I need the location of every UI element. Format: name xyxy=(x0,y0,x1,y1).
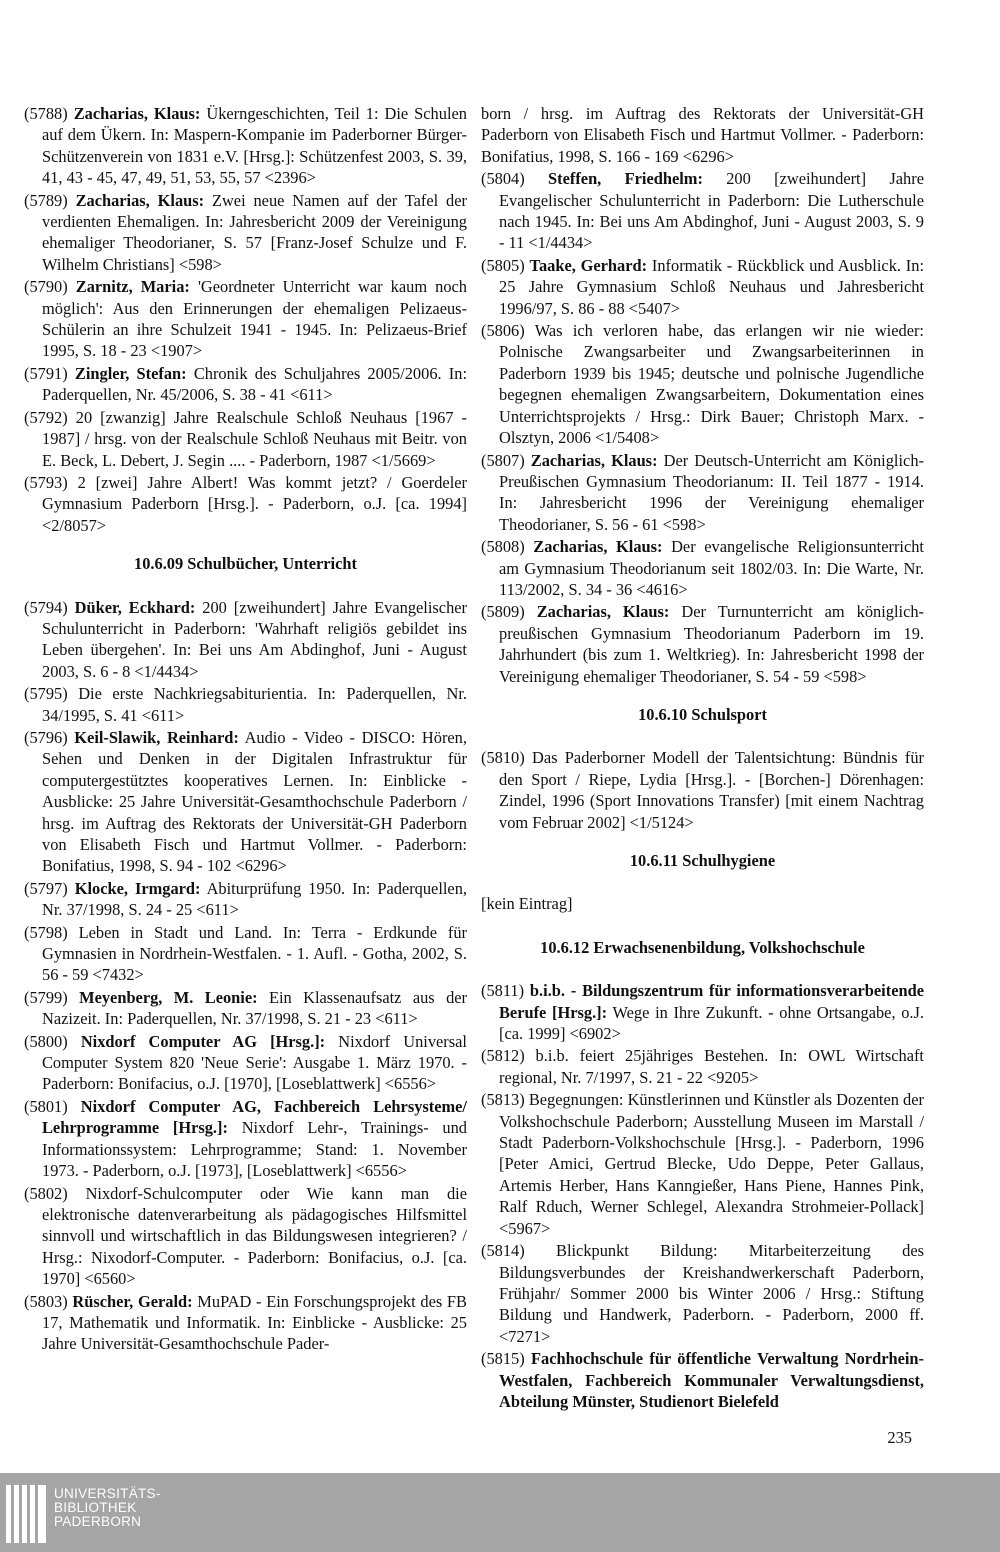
left-column xyxy=(24,103,467,1356)
entry-number: (5800) xyxy=(24,1031,68,1051)
entry-number: (5812) xyxy=(481,1046,525,1066)
entry-author: Zacharias, Klaus: xyxy=(536,602,670,622)
bibliography-entry xyxy=(24,727,467,877)
right-entries-sport xyxy=(481,747,924,833)
entry-number: (5811) xyxy=(481,981,525,1001)
entry-text: Der evangelische Religionsunterricht am Gymnasium Theodorianum seit 1802/03. In: Die Warte, Nr. 113/2002, S. 34 - 36 <4616> xyxy=(499,537,924,599)
entry-number: (5798) xyxy=(24,922,68,942)
bibliography-entry xyxy=(24,407,467,471)
entry-text: Nixdorf Universal Computer System 820 'Neue Serie': Ausgabe 1. März 1970. - Paderborn: Bonifacius, o.J. [1970], [Loseblattwerk] <6556> xyxy=(42,1031,467,1094)
entry-text: Informatik - Rückblick und Ausblick. In: 25 Jahre Gymnasium Schloß Neuhaus und Jahresbericht 1996/97, S. 86 - 88 <5407> xyxy=(499,255,924,318)
bibliography-entry xyxy=(24,922,467,986)
entry-author: Zacharias, Klaus: xyxy=(533,537,663,557)
entry-text: Leben in Stadt und Land. In: Terra - Erdkunde für Gymnasien in Nordrhein-Westfalen. - 1. Aufl. - Gotha, 2002, S. 56 - 59 <7432> xyxy=(42,922,467,985)
entry-number: (5807) xyxy=(481,450,525,470)
entry-number: (5789) xyxy=(24,190,68,210)
entry-number: (5790) xyxy=(24,277,68,297)
bibliography-entry xyxy=(24,1031,467,1095)
bibliography-entry xyxy=(24,103,467,189)
entry-author: Taake, Gerhard: xyxy=(529,255,648,275)
entry-author: Klocke, Irmgard: xyxy=(74,878,201,898)
entry-text: Ein Klassenaufsatz aus der Nazizeit. In: Paderquellen, Nr. 37/1998, S. 21 - 23 <611> xyxy=(42,987,467,1029)
bibliography-entry xyxy=(24,878,467,921)
entry-number: (5802) xyxy=(24,1183,68,1203)
left-entries-b xyxy=(24,597,467,1355)
entry-author: Nixdorf Computer AG, Fachbereich Lehrsysteme/ Lehrprogramme [Hrsg.]: xyxy=(42,1096,467,1138)
entry-author: Rüscher, Gerald: xyxy=(72,1291,193,1311)
entry-author: Zarnitz, Maria: xyxy=(75,277,190,297)
entry-number: (5810) xyxy=(481,748,525,768)
bibliography-entry xyxy=(24,276,467,362)
bibliography-entry xyxy=(24,597,467,683)
entry-text: Begegnungen: Künstlerinnen und Künstler als Dozenten der Volkshochschule Paderborn; Ausstellung Museen im Marstall / Stadt Paderborn-Volkshochschule [Hrsg.]. - Paderborn, 1996 [Peter Amici, Gertrud Blecke, Udo Deppe, Peter Gallaus, Artemis Herber, Hans Kanngießer, Hans Piene, Hannes Pink, Ralf Rduch, Werner Schlegel, Alexandra Strohmeier-Pollack] <5967> xyxy=(499,1090,924,1238)
section-heading-erwachsenenbildung: 10.6.12 Erwachsenenbildung, Volkshochschule xyxy=(540,937,865,957)
entry-text: Der Deutsch-Unterricht am Königlich-Preußischen Gymnasium Theodorianum: II. Teil 1877 - 1914. In: Jahresbericht 1996 der Vereinigung ehemaliger Theodorianer, S. 56 - 61 <598> xyxy=(499,450,924,534)
right-entries-adult xyxy=(481,980,924,1412)
entry-number: (5796) xyxy=(24,727,68,747)
library-logo-line: BIBLIOTHEK xyxy=(54,1500,137,1515)
entry-text: Abiturprüfung 1950. In: Paderquellen, Nr. 37/1998, S. 24 - 25 <611> xyxy=(42,878,467,920)
bibliography-entry xyxy=(24,472,467,536)
entry-number: (5794) xyxy=(24,597,68,617)
entry-number: (5792) xyxy=(24,407,68,427)
entry-number: (5801) xyxy=(24,1096,68,1116)
bibliography-entry xyxy=(24,683,467,726)
entry-text: 200 [zweihundert] Jahre Evangelischer Schulunterricht in Paderborn: 'Wahrhaft religiös gebildet ins Leben übergehen'. In: Bei uns Am Abdinghof, Juni - August 2003, S. 6 - 8 <1/4434> xyxy=(42,597,467,681)
bibliography-entry xyxy=(481,255,924,319)
entry-text: Nixdorf Lehr-, Trainings- und Informationssystem: Lehrprogramme; Stand: 1. November 1973. - Paderborn, o.J. [1973], [Loseblattwerk] <6556> xyxy=(42,1118,467,1181)
left-entries-a xyxy=(24,103,467,536)
entry-text: 200 [zweihundert] Jahre Evangelischer Schulunterricht in Paderborn: Die Lutherschule nach 1945. In: Bei uns Am Abdinghof, Juni - August 2003, S. 9 - 11 <1/4434> xyxy=(499,169,924,253)
bibliography-entry xyxy=(24,1291,467,1355)
entry-text: Die erste Nachkriegsabiturientia. In: Paderquellen, Nr. 34/1995, S. 41 <611> xyxy=(42,684,467,725)
library-footer-bar xyxy=(0,1473,1000,1552)
entry-number: (5815) xyxy=(481,1349,525,1369)
entry-author: b.i.b. - Bildungszentrum für informationsverarbeitende Berufe [Hrsg.]: xyxy=(499,981,924,1022)
entry-author: Fachhochschule für öffentliche Verwaltung Nordrhein-Westfalen, Fachbereich Kommunaler Verwaltungsdienst, Abteilung Münster, Studienort Bielefeld xyxy=(499,1349,924,1411)
bibliography-entry xyxy=(481,1045,924,1088)
library-logo-text xyxy=(54,1487,161,1529)
entry-author: Zacharias, Klaus: xyxy=(75,190,205,210)
entry-author: Keil-Slawik, Reinhard: xyxy=(74,727,239,747)
entry-number: (5809) xyxy=(481,602,525,622)
entry-number: (5806) xyxy=(481,321,525,341)
entry-author: Düker, Eckhard: xyxy=(74,597,196,617)
bibliography-entry xyxy=(481,450,924,536)
entry-number: (5803) xyxy=(24,1291,68,1311)
entry-number: (5797) xyxy=(24,878,68,898)
bibliography-entry xyxy=(24,190,467,276)
bibliography-entry xyxy=(481,1348,924,1412)
bibliography-entry xyxy=(481,601,924,687)
entry-text: 20 [zwanzig] Jahre Realschule Schloß Neuhaus [1967 - 1987] / hrsg. von der Realschule Schloß Neuhaus mit Beitr. von E. Beck, L. Debert, J. Segin .... - Paderborn, 1987 <1/5669> xyxy=(42,407,467,470)
entry-number: (5814) xyxy=(481,1241,525,1261)
entry-text: 'Geordneter Unterricht war kaum noch möglich': Aus den Erinnerungen der ehemaligen Pelizaeus-Schülerin an ihre Schulzeit 1941 - 1945. In: Pelizaeus-Brief 1995, S. 18 - 23 <1907> xyxy=(42,277,468,361)
entry-number: (5813) xyxy=(481,1090,525,1110)
entry-author: Steffen, Friedhelm: xyxy=(548,169,703,189)
entry-author: Zingler, Stefan: xyxy=(74,363,187,383)
library-logo-line: UNIVERSITÄTS- xyxy=(54,1486,161,1501)
library-logo-icon xyxy=(6,1485,46,1543)
continued-entry-text: born / hrsg. im Auftrag des Rektorats der Universität-GH Paderborn von Elisabeth Fisch und Hartmut Vollmer. - Paderborn: Bonifatius, 1998, S. 166 - 169 <6296> xyxy=(481,104,924,166)
bibliography-entry xyxy=(24,1096,467,1182)
entry-author: Zacharias, Klaus: xyxy=(73,104,201,123)
bibliography-entry xyxy=(24,987,467,1030)
entry-text: Was ich verloren habe, das erlangen wir nie wieder: Polnische Zwangsarbeiter und Zwangsarbeiterinnen in Paderborn 1939 bis 1945; deutsche und polnische Jugendliche begegnen ehemaligen Zwangsarbeitern, Dokumentation eines Unterrichtsprojekts / Hrsg.: Dirk Bauer; Christoph Marx. - Olsztyn, 2006 <1/5408> xyxy=(499,321,924,448)
entry-number: (5795) xyxy=(24,684,68,704)
entry-text: Der Turnunterricht am königlich-preußischen Gymnasium Theodorianum Paderborn im 19. Jahrhundert (bis zum 1. Weltkrieg). In: Jahresbericht 1998 der Vereinigung ehemaliger Theodorianer, S. 54 - 59 <598> xyxy=(499,602,924,686)
entry-number: (5788) xyxy=(24,104,68,123)
entry-text: Ükerngeschichten, Teil 1: Die Schulen auf dem Ükern. In: Maspern-Kompanie im Paderborner Bürger-Schützenverein von 1831 e.V. [Hrsg.]: Schützenfest 2003, S. 39, 41, 43 - 45, 47, 49, 51, 53, 55, 57 <2396> xyxy=(42,104,467,188)
bibliography-entry xyxy=(481,980,924,1044)
entry-author: Meyenberg, M. Leonie: xyxy=(79,987,258,1007)
entry-number: (5799) xyxy=(24,987,68,1007)
bibliography-entry xyxy=(481,536,924,600)
entry-text: b.i.b. feiert 25jähriges Bestehen. In: OWL Wirtschaft regional, Nr. 7/1997, S. 21 - 22 <9205> xyxy=(499,1046,924,1087)
section-heading-schulhygiene: 10.6.11 Schulhygiene xyxy=(629,851,776,870)
page-number: 235 xyxy=(887,1428,912,1447)
section-heading-schulbuecher: 10.6.09 Schulbücher, Unterricht xyxy=(134,554,357,574)
entry-text: Das Paderborner Modell der Talentsichtung: Bündnis für den Sport / Riepe, Lydia [Hrsg.]. - [Borchen-] Dörenhagen: Zindel, 1996 (Sport Innovations Transfer) [mit einem Nachtrag vom Februar 2002] <1/5124> xyxy=(499,748,924,832)
entry-author: Nixdorf Computer AG [Hrsg.]: xyxy=(80,1031,326,1051)
right-entries-a xyxy=(481,168,924,687)
entry-author: Zacharias, Klaus: xyxy=(530,450,658,470)
right-column xyxy=(481,103,924,1413)
bibliography-entry xyxy=(481,747,924,833)
library-logo-line: PADERBORN xyxy=(54,1514,142,1529)
entry-text: Nixdorf-Schulcomputer oder Wie kann man die elektronische datenverarbeitung als pädagogisches Hilfsmittel sinnvoll und wirtschaftlich in das Bildungswesen integrieren? / Hrsg.: Nixodorf-Computer. - Paderborn: Bonifacius, o.J. [ca. 1970] <6560> xyxy=(42,1183,467,1289)
bibliography-entry xyxy=(481,1089,924,1239)
bibliography-entry xyxy=(24,363,467,406)
entry-text: MuPAD - Ein Forschungsprojekt des FB 17, Mathematik und Informatik. In: Einblicke - Ausblicke: 25 Jahre Universität-Gesamthochschule Pader- xyxy=(42,1291,467,1354)
bibliography-entry xyxy=(481,1240,924,1347)
entry-text: Wege in Ihre Zukunft. - ohne Ortsangabe, o.J. [ca. 1999] <6902> xyxy=(499,1002,925,1044)
bibliography-entry xyxy=(24,1183,467,1290)
entry-text: Audio - Video - DISCO: Hören, Sehen und Denken in der Digitalen Infrastruktur für computergestütztes kooperatives Lernen. In: Einblicke - Ausblicke: 25 Jahre Universität-Gesamthochschule Paderborn / hrsg. im Auftrag des Rektorats der Universität-GH Paderborn von Elisabeth Fisch und Hartmut Vollmer. - Paderborn: Bonifatius, 1998, S. 94 - 102 <6296> xyxy=(42,727,467,876)
entry-number: (5791) xyxy=(24,363,68,383)
bibliography-entry xyxy=(481,168,924,254)
no-entry-note: [kein Eintrag] xyxy=(481,894,573,914)
entry-number: (5793) xyxy=(24,472,68,492)
entry-text: Zwei neue Namen auf der Tafel der verdienten Ehemaligen. In: Jahresbericht 2009 der Vereinigung ehemaliger Theodorianer, S. 57 [Franz-Josef Schulze und F. Wilhelm Christians] <598> xyxy=(42,190,467,274)
entry-number: (5804) xyxy=(481,169,525,189)
entry-number: (5805) xyxy=(481,255,525,275)
bibliography-entry xyxy=(481,320,924,448)
entry-text: Chronik des Schuljahres 2005/2006. In: Paderquellen, Nr. 45/2006, S. 38 - 41 <611> xyxy=(42,363,467,405)
section-heading-schulsport: 10.6.10 Schulsport xyxy=(638,704,767,724)
entry-text: Blickpunkt Bildung: Mitarbeiterzeitung des Bildungsverbundes der Kreishandwerkerschaft Paderborn, Frühjahr/ Sommer 2000 bis Winter 2006 / Hrsg.: Stiftung Bildung und Handwerk, Paderborn. - Paderborn, 2000 ff. <7271> xyxy=(499,1241,924,1346)
entry-number: (5808) xyxy=(481,537,525,557)
entry-text: 2 [zwei] Jahre Albert! Was kommt jetzt? / Goerdeler Gymnasium Paderborn [Hrsg.]. - Paderborn, o.J. [ca. 1994] <2/8057> xyxy=(42,472,467,535)
